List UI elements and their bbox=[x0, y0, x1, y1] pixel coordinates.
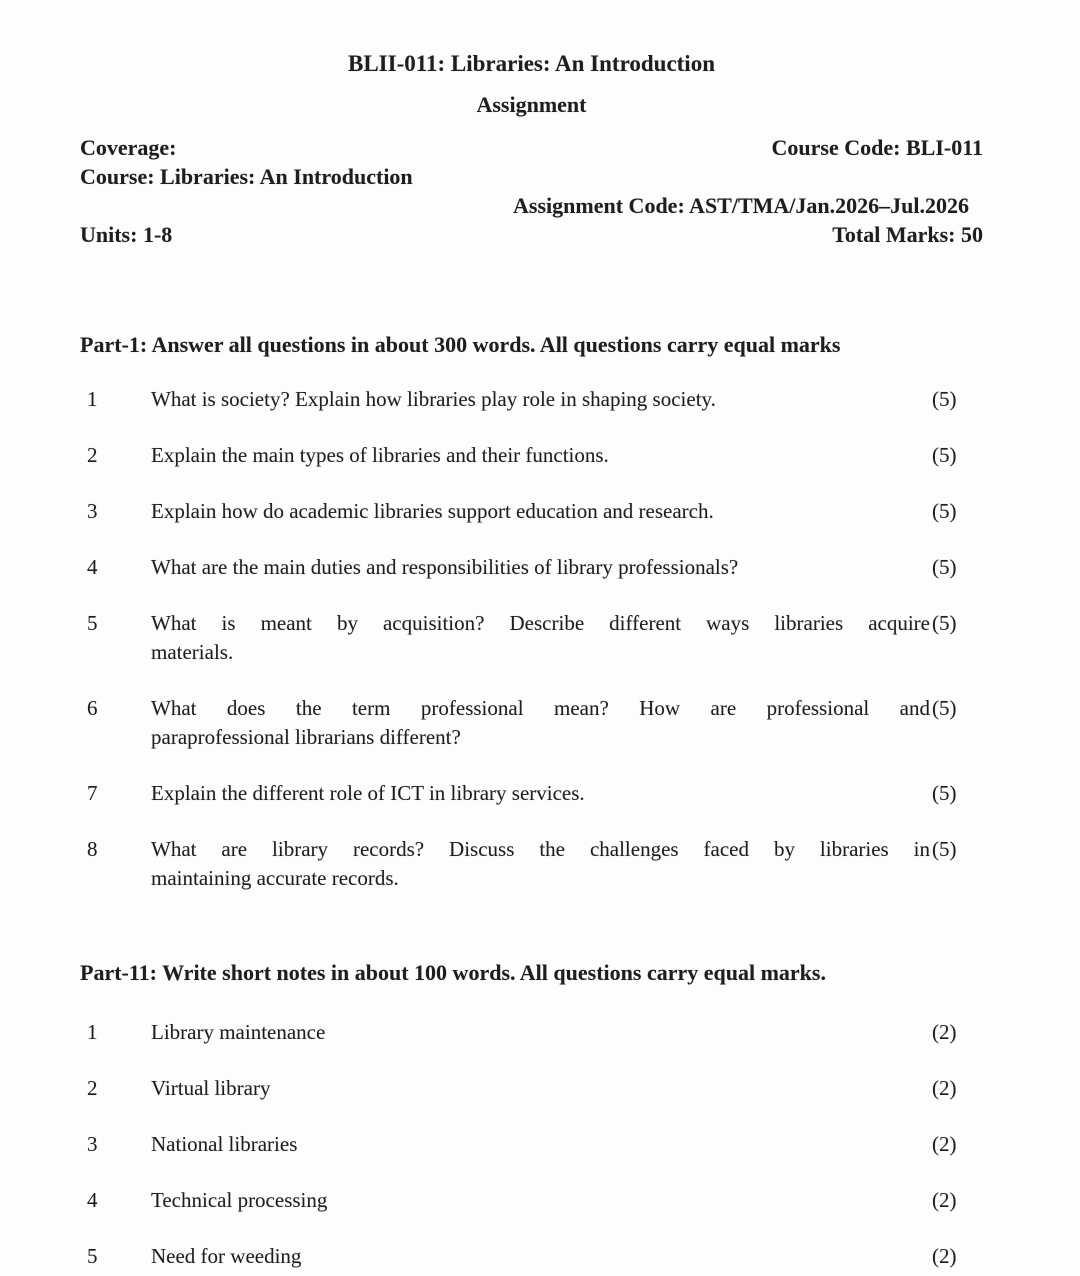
question-marks: (5) bbox=[932, 696, 957, 720]
units-label: Units: 1-8 bbox=[80, 222, 173, 247]
question-number: 2 bbox=[87, 1076, 98, 1100]
question-marks: (2) bbox=[932, 1020, 957, 1044]
question-row bbox=[80, 694, 983, 752]
part2-question-list bbox=[80, 1018, 983, 1271]
header-meta bbox=[80, 133, 983, 249]
meta-row-coverage bbox=[80, 133, 983, 162]
question-marks: (2) bbox=[932, 1244, 957, 1268]
question-text: Need for weeding bbox=[151, 1244, 302, 1268]
question-marks: (2) bbox=[932, 1188, 957, 1212]
question-number: 6 bbox=[87, 696, 98, 720]
question-number: 5 bbox=[87, 611, 98, 635]
question-number: 4 bbox=[87, 555, 98, 579]
question-number: 1 bbox=[87, 387, 98, 411]
question-row bbox=[80, 779, 983, 808]
question-text: What does the term professional mean? How are professional and paraprofessional librarians different? bbox=[151, 696, 930, 749]
document-title: BLII-011: Libraries: An Introduction bbox=[348, 51, 715, 76]
question-text: Virtual library bbox=[151, 1076, 271, 1100]
question-text: Explain the main types of libraries and their functions. bbox=[151, 443, 609, 467]
question-marks: (2) bbox=[932, 1132, 957, 1156]
course-code: Course Code: BLI-011 bbox=[771, 135, 983, 160]
coverage-label: Coverage: bbox=[80, 135, 177, 160]
question-number: 3 bbox=[87, 499, 98, 523]
question-marks: (5) bbox=[932, 443, 957, 467]
question-text: What is society? Explain how libraries play role in shaping society. bbox=[151, 387, 716, 411]
question-row bbox=[80, 441, 983, 470]
part2-heading: Part-11: Write short notes in about 100 words. All questions carry equal marks. bbox=[80, 960, 826, 985]
question-row bbox=[80, 553, 983, 582]
question-marks: (2) bbox=[932, 1076, 957, 1100]
question-text: Explain the different role of ICT in library services. bbox=[151, 781, 585, 805]
question-row bbox=[80, 1130, 983, 1159]
course-line: Course: Libraries: An Introduction bbox=[80, 164, 413, 189]
question-text: National libraries bbox=[151, 1132, 298, 1156]
question-number: 1 bbox=[87, 1020, 98, 1044]
assignment-code-line: Assignment Code: AST/TMA/Jan.2026–Jul.2026 bbox=[513, 193, 969, 218]
question-number: 7 bbox=[87, 781, 98, 805]
question-number: 2 bbox=[87, 443, 98, 467]
question-marks: (5) bbox=[932, 499, 957, 523]
question-text: What are the main duties and responsibilities of library professionals? bbox=[151, 555, 739, 579]
question-row bbox=[80, 1242, 983, 1271]
question-number: 3 bbox=[87, 1132, 98, 1156]
part1-question-list bbox=[80, 385, 983, 893]
question-text: What is meant by acquisition? Describe different ways libraries acquire materials. bbox=[151, 611, 930, 664]
question-text: Technical processing bbox=[151, 1188, 328, 1212]
question-row bbox=[80, 1018, 983, 1047]
question-row bbox=[80, 497, 983, 526]
question-row bbox=[80, 835, 983, 893]
question-marks: (5) bbox=[932, 555, 957, 579]
question-row bbox=[80, 609, 983, 667]
question-marks: (5) bbox=[932, 781, 957, 805]
question-marks: (5) bbox=[932, 611, 957, 635]
question-marks: (5) bbox=[932, 837, 957, 861]
question-number: 8 bbox=[87, 837, 98, 861]
question-row bbox=[80, 1074, 983, 1103]
question-row bbox=[80, 1186, 983, 1215]
total-marks-label: Total Marks: 50 bbox=[832, 222, 983, 247]
document-subtitle: Assignment bbox=[476, 92, 587, 117]
question-row bbox=[80, 385, 983, 414]
question-number: 5 bbox=[87, 1244, 98, 1268]
question-marks: (5) bbox=[932, 387, 957, 411]
part1-heading: Part-1: Answer all questions in about 300 words. All questions carry equal marks bbox=[80, 332, 841, 357]
meta-row-units bbox=[80, 220, 983, 249]
question-number: 4 bbox=[87, 1188, 98, 1212]
question-text: Explain how do academic libraries support education and research. bbox=[151, 499, 714, 523]
question-text: Library maintenance bbox=[151, 1020, 326, 1044]
question-text: What are library records? Discuss the challenges faced by libraries in maintaining accurate records. bbox=[151, 837, 930, 890]
